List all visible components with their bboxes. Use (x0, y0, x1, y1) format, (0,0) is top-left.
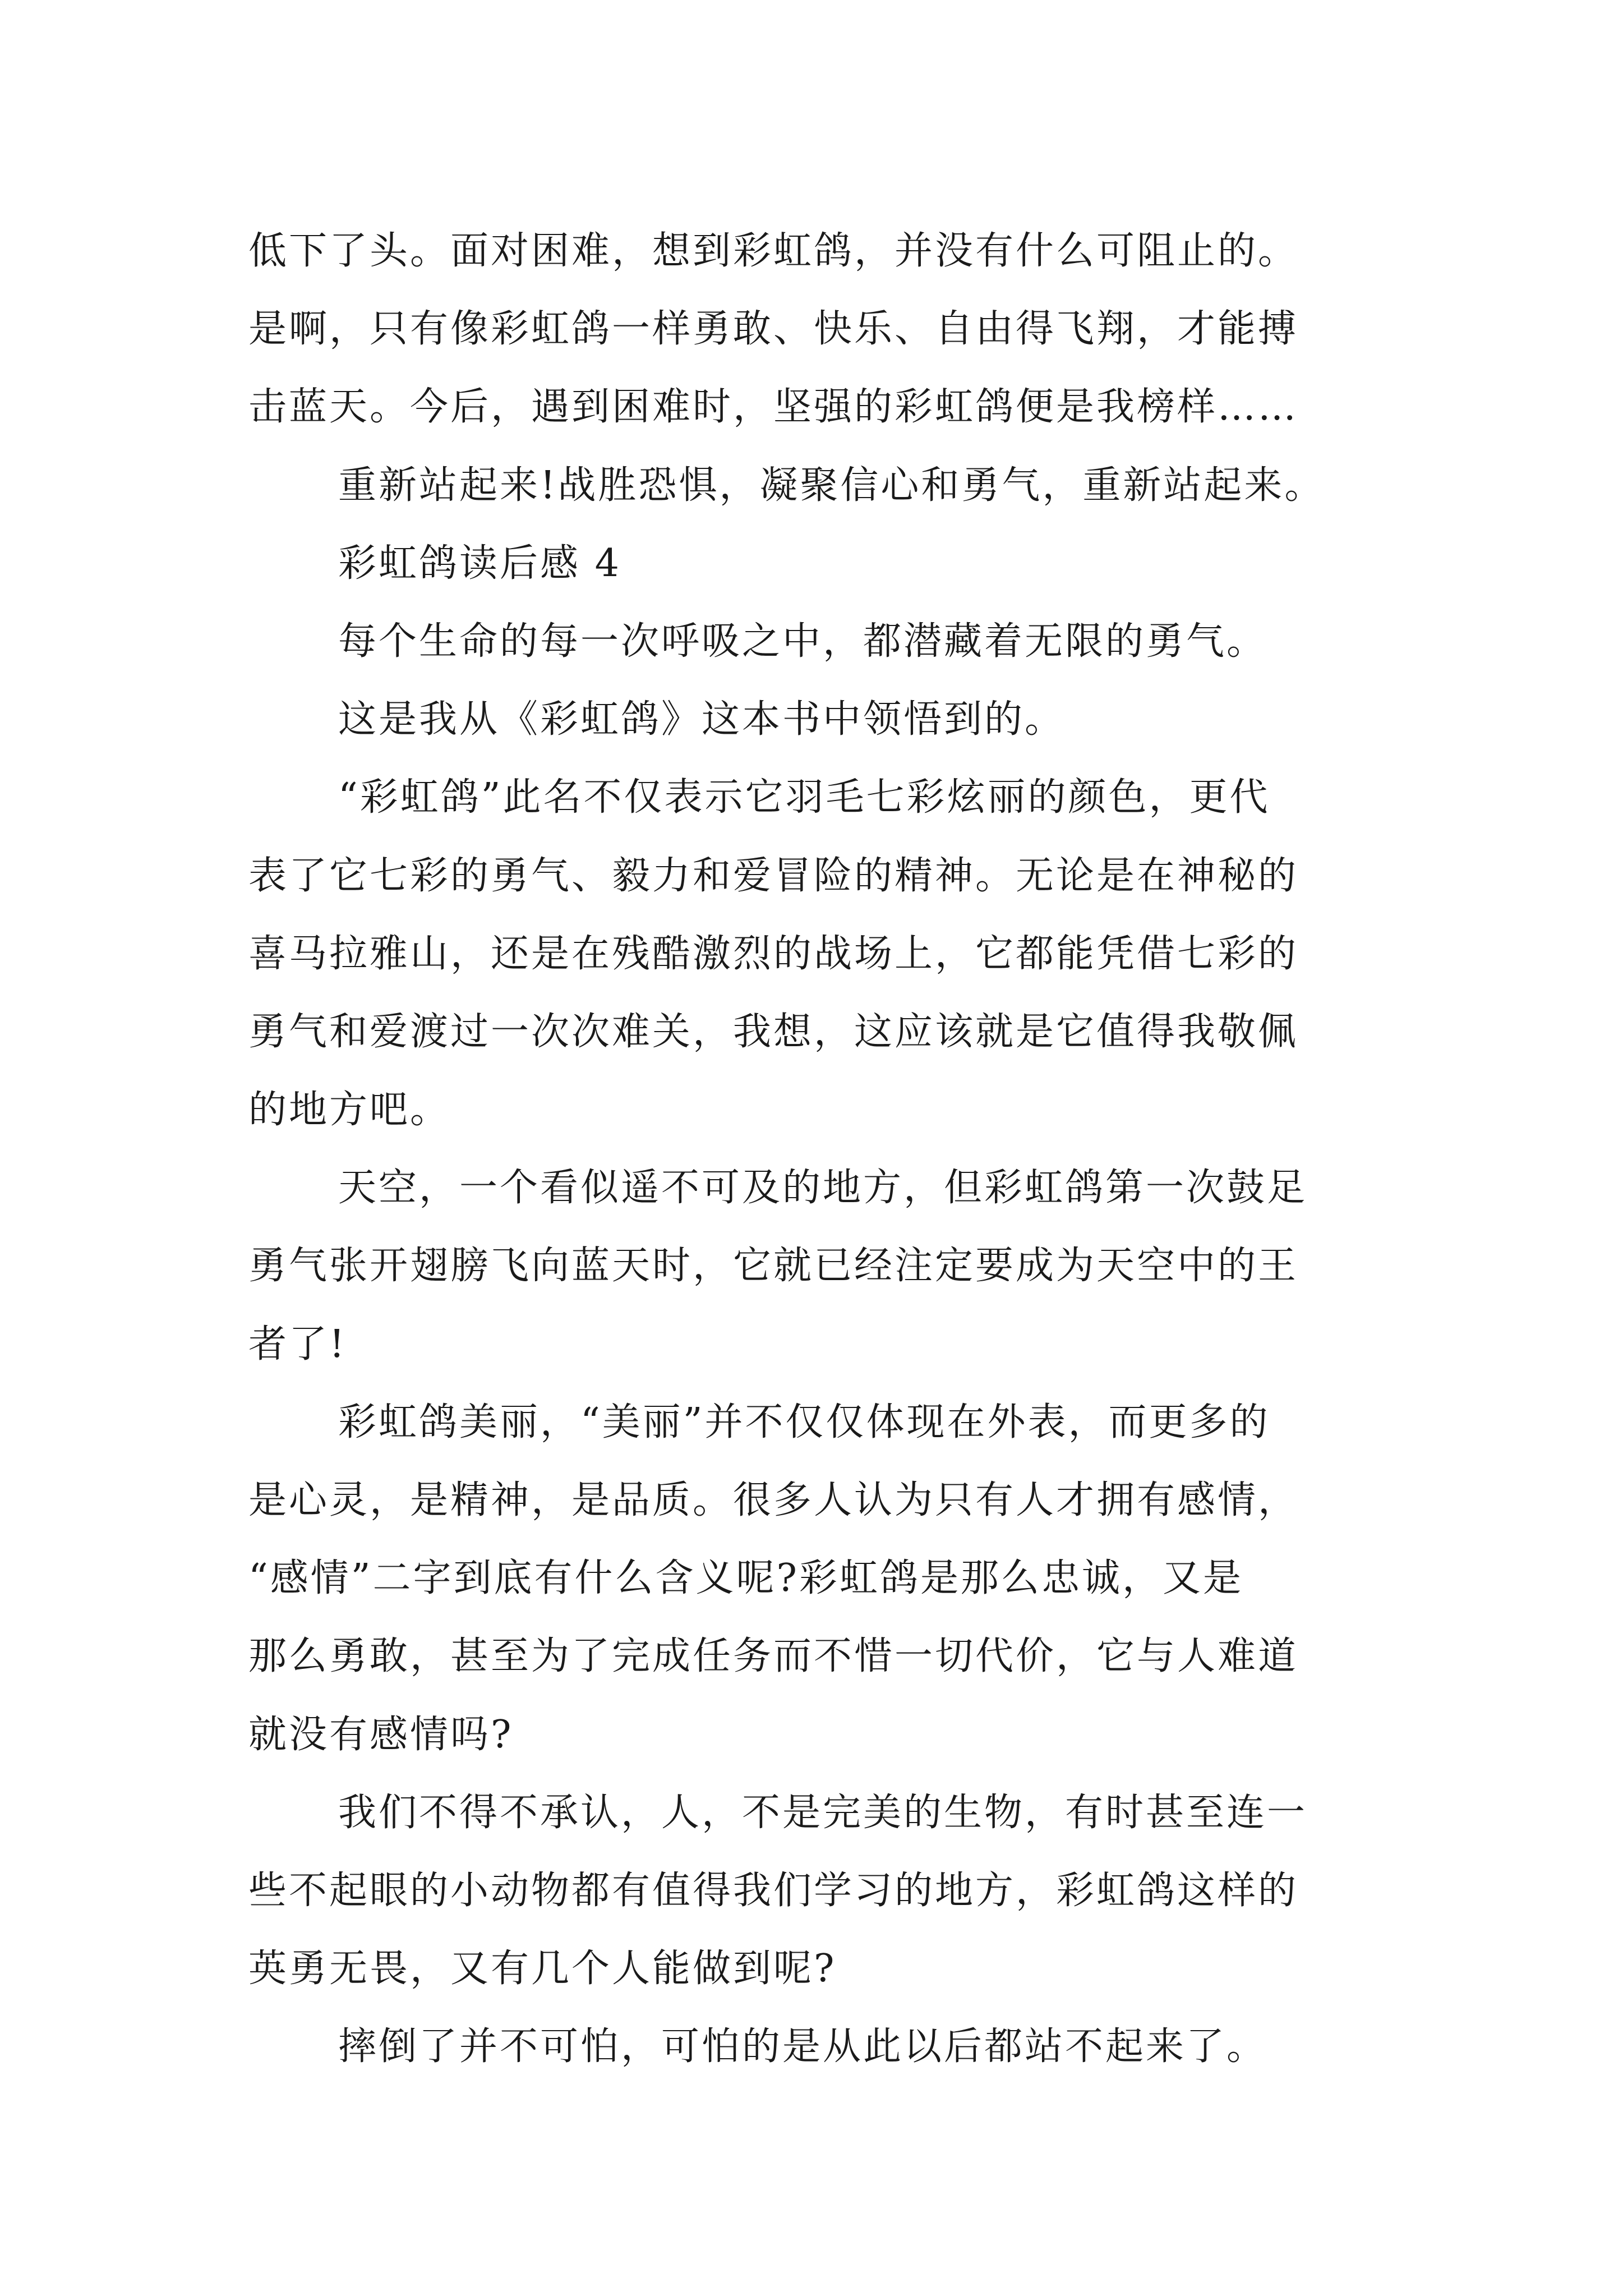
text-line: “彩虹鸽”此名不仅表示它羽毛七彩炫丽的颜色，更代 (338, 775, 1270, 820)
text-line: 击蓝天。今后，遇到困难时，坚强的彩虹鸽便是我榜样…… (248, 385, 1299, 430)
text-line: “感情”二字到底有什么含义呢?彩虹鸽是那么忠诚，又是 (248, 1556, 1243, 1601)
text-line: 些不起眼的小动物都有值得我们学习的地方，彩虹鸽这样的 (248, 1868, 1299, 1913)
text-line: 表了它七彩的勇气、毅力和爱冒险的精神。无论是在神秘的 (248, 853, 1299, 898)
text-line: 低下了头。面对困难，想到彩虹鸽，并没有什么可阻止的。 (248, 229, 1299, 273)
text-line: 勇气和爱渡过一次次难关，我想，这应该就是它值得我敬佩 (248, 1009, 1299, 1054)
text-line: 我们不得不承认，人，不是完美的生物，有时甚至连一 (338, 1790, 1308, 1835)
text-line: 彩虹鸽读后感 4 (338, 541, 621, 586)
text-line: 是心灵，是精神，是品质。很多人认为只有人才拥有感情， (248, 1478, 1299, 1522)
text-line: 勇气张开翅膀飞向蓝天时，它就已经注定要成为天空中的王 (248, 1244, 1299, 1289)
text-line: 那么勇敢，甚至为了完成任务而不惜一切代价，它与人难道 (248, 1634, 1299, 1679)
text-line: 喜马拉雅山，还是在残酷激烈的战场上，它都能凭借七彩的 (248, 931, 1299, 976)
text-line: 天空，一个看似遥不可及的地方，但彩虹鸽第一次鼓足 (338, 1166, 1308, 1211)
text-line: 的地方吧。 (248, 1088, 451, 1133)
text-line: 摔倒了并不可怕，可怕的是从此以后都站不起来了。 (338, 2024, 1267, 2069)
text-line: 每个生命的每一次呼吸之中，都潜藏着无限的勇气。 (338, 619, 1267, 664)
text-line: 者了! (248, 1322, 347, 1366)
document-body (248, 212, 1404, 2086)
text-line: 彩虹鸽美丽，“美丽”并不仅仅体现在外表，而更多的 (338, 1400, 1270, 1444)
text-line: 英勇无畏，又有几个人能做到呢? (248, 1947, 837, 1991)
text-line: 重新站起来!战胜恐惧，凝聚信心和勇气，重新站起来。 (338, 463, 1325, 508)
text-line: 这是我从《彩虹鸽》这本书中领悟到的。 (338, 697, 1066, 742)
text-line: 就没有感情吗? (248, 1712, 514, 1757)
text-line: 是啊，只有像彩虹鸽一样勇敢、快乐、自由得飞翔，才能搏 (248, 307, 1299, 352)
